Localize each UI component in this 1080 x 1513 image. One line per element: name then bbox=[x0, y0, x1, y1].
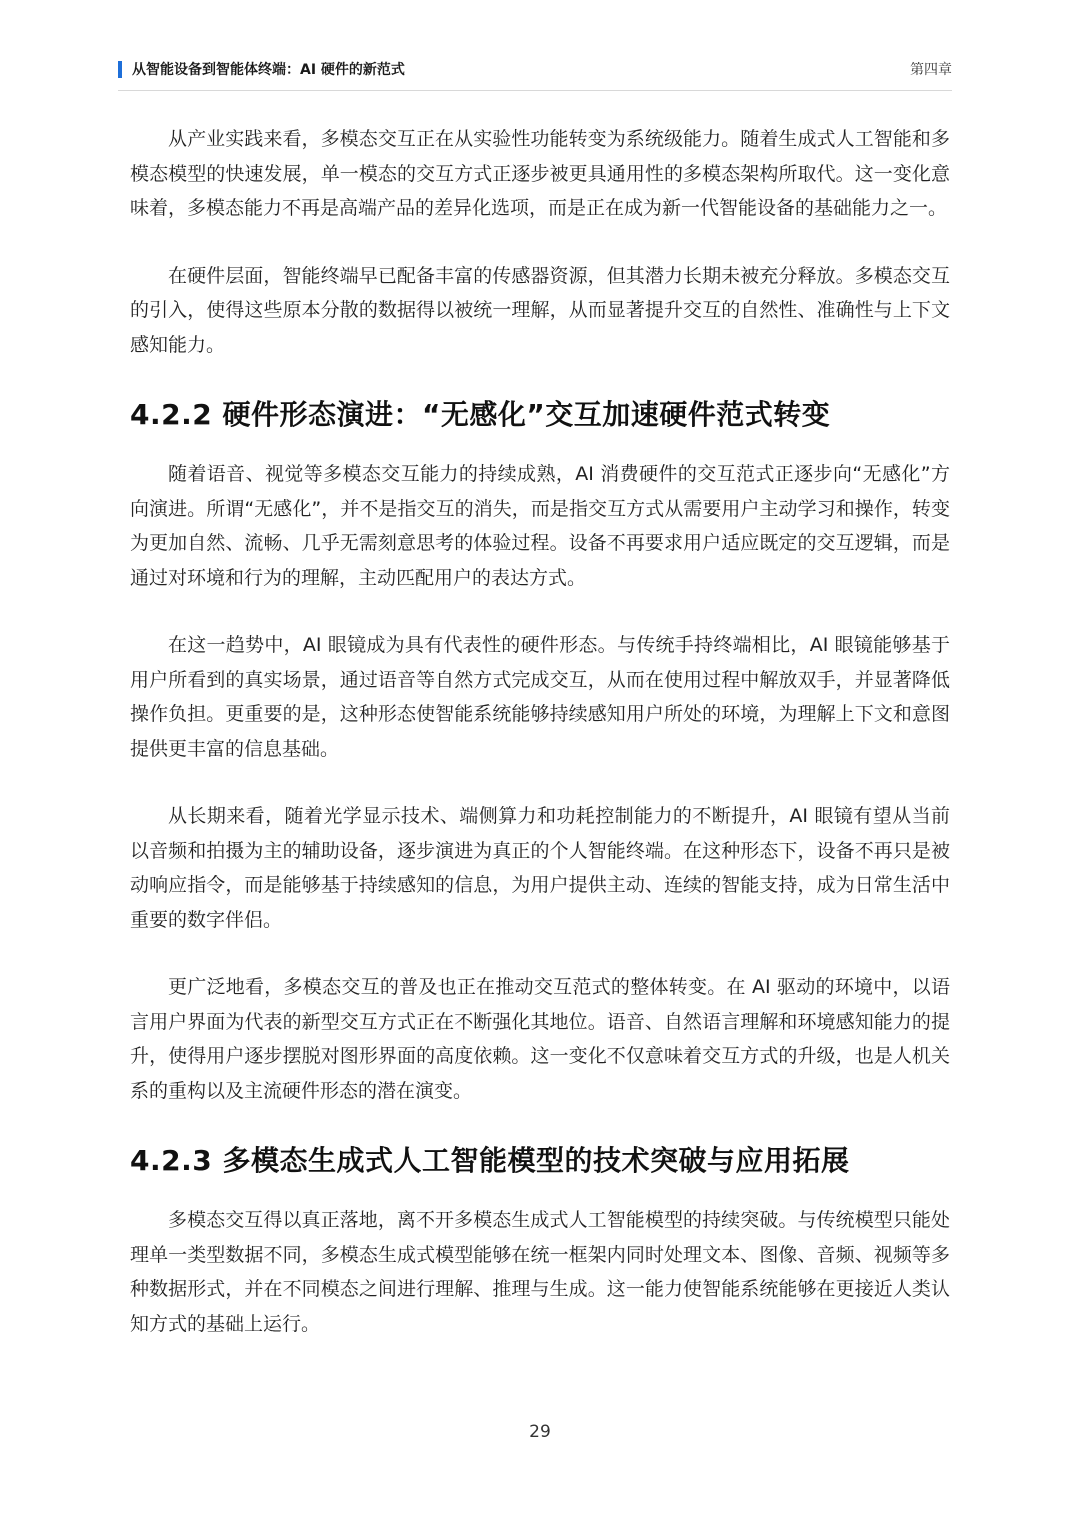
paragraph: 更广泛地看，多模态交互的普及也正在推动交互范式的整体转变。在 AI 驱动的环境中，以语言用户界面为代表的新型交互方式正在不断强化其地位。语音、自然语言理解和环境感知能力的提升，使得用户逐步摆脱对图形界面的高度依赖。这一变化不仅意味着交互方式的升级，也是人机关系的重构以及主流硬件形态的潜在演变。 bbox=[130, 976, 950, 1102]
header-divider bbox=[118, 90, 952, 91]
paragraph: 在硬件层面，智能终端早已配备丰富的传感器资源，但其潜力长期未被充分释放。多模态交互的引入，使得这些原本分散的数据得以被统一理解，从而显著提升交互的自然性、准确性与上下文感知能力。 bbox=[130, 264, 950, 356]
paragraph: 随着语音、视觉等多模态交互能力的持续成熟，AI 消费硬件的交互范式正逐步向“无感化”方向演进。所谓“无感化”，并不是指交互的消失，而是指交互方式从需要用户主动学习和操作，转变为更加自然、流畅、几乎无需刻意思考的体验过程。设备不再要求用户适应既定的交互逻辑，而是通过对环境和行为的理解，主动匹配用户的表达方式。 bbox=[130, 463, 950, 589]
section-heading-4-2-2: 4.2.2 硬件形态演进：“无感化”交互加速硬件范式转变 bbox=[130, 398, 831, 431]
section-heading-4-2-3: 4.2.3 多模态生成式人工智能模型的技术突破与应用拓展 bbox=[130, 1144, 850, 1177]
paragraph: 从长期来看，随着光学显示技术、端侧算力和功耗控制能力的不断提升，AI 眼镜有望从当前以音频和拍摄为主的辅助设备，逐步演进为真正的个人智能终端。在这种形态下，设备不再只是被动响应指令，而是能够基于持续感知的信息，为用户提供主动、连续的智能支持，成为日常生活中重要的数字伴侣。 bbox=[130, 805, 950, 931]
paragraph: 从产业实践来看，多模态交互正在从实验性功能转变为系统级能力。随着生成式人工智能和多模态模型的快速发展，单一模态的交互方式正逐步被更具通用性的多模态架构所取代。这一变化意味着，多模态能力不再是高端产品的差异化选项，而是正在成为新一代智能设备的基础能力之一。 bbox=[130, 128, 950, 219]
page-content bbox=[130, 122, 950, 1374]
header-accent-bar bbox=[118, 61, 122, 78]
page-number: 29 bbox=[529, 1422, 551, 1442]
header-title: 从智能设备到智能体终端：AI 硬件的新范式 bbox=[132, 62, 405, 78]
header-chapter: 第四章 bbox=[910, 62, 952, 78]
page-header bbox=[118, 58, 952, 82]
paragraph: 多模态交互得以真正落地，离不开多模态生成式人工智能模型的持续突破。与传统模型只能处理单一类型数据不同，多模态生成式模型能够在统一框架内同时处理文本、图像、音频、视频等多种数据形式，并在不同模态之间进行理解、推理与生成。这一能力使智能系统能够在更接近人类认知方式的基础上运行。 bbox=[130, 1209, 950, 1335]
paragraph: 在这一趋势中，AI 眼镜成为具有代表性的硬件形态。与传统手持终端相比，AI 眼镜能够基于用户所看到的真实场景，通过语音等自然方式完成交互，从而在使用过程中解放双手，并显著降低操作负担。更重要的是，这种形态使智能系统能够持续感知用户所处的环境，为理解上下文和意图提供更丰富的信息基础。 bbox=[130, 634, 950, 760]
